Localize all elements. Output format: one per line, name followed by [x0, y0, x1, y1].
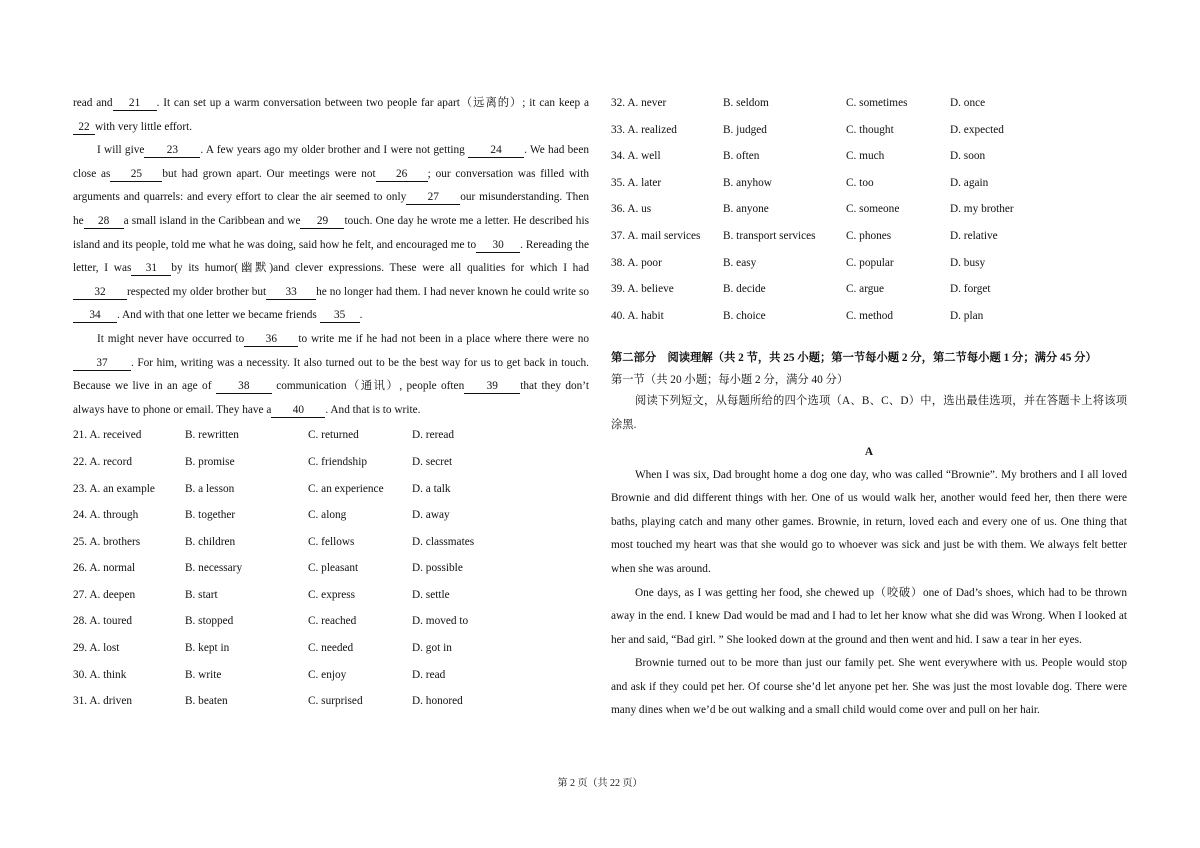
option-row-31: 31. A. driven B. beaten C. surprised D. honored	[73, 695, 463, 708]
blank-35[interactable]: 35	[320, 308, 360, 323]
blank-31[interactable]: 31	[131, 261, 171, 276]
option-row-25: 25. A. brothers B. children C. fellows D. classmates	[73, 535, 475, 548]
options-21-31	[73, 422, 589, 715]
option-row-22: 22. A. record B. promise C. friendship D. secret	[73, 455, 453, 468]
blank-30[interactable]: 30	[476, 238, 520, 253]
section-one-line: 第一节（共 20 小题；每小题 2 分，满分 40 分）	[611, 374, 849, 387]
option-row-26: 26. A. normal B. necessary C. pleasant D. possible	[73, 562, 463, 575]
page-footer: 第 2 页（共 22 页）	[557, 778, 643, 789]
option-row-23: 23. A. an example B. a lesson C. an experience D. a talk	[73, 482, 451, 495]
blank-32[interactable]: 32	[73, 285, 127, 300]
blank-22[interactable]: 22	[73, 120, 95, 135]
blank-39[interactable]: 39	[464, 379, 520, 394]
option-row-21: 21. A. received B. rewritten C. returned D. reread	[73, 429, 455, 442]
passage-paragraph-1: When I was six, Dad brought home a dog one day, who was called “Brownie”. My brothers and I all loved Brownie and did different things with her. One of us would walk her, another would feed her, then there were baths, playing catch and many other games. Brownie, in return, loved each and every one of us. One thing that most touched my heart was that she would go to whoever was sick and just be with them. We always felt better when she was around.	[611, 468, 1127, 575]
option-row-33: 33. A. realized B. judged C. thought D. expected	[611, 123, 1004, 136]
option-row-36: 36. A. us B. anyone C. someone D. my brother	[611, 203, 1014, 216]
blank-25[interactable]: 25	[110, 167, 162, 182]
blank-24[interactable]: 24	[468, 143, 524, 158]
blank-29[interactable]: 29	[300, 214, 344, 229]
right-column	[611, 92, 1127, 723]
option-row-37: 37. A. mail services B. transport services C. phones D. relative	[611, 229, 998, 242]
paragraph-1: read and 21 . It can set up a warm conversation between two people far apart（远离的）; it can keep a 22 with very little effort.	[73, 97, 589, 133]
blank-40[interactable]: 40	[271, 403, 325, 418]
passage-paragraph-3: Brownie turned out to be more than just our family pet. She went everywhere with us. People would stop and ask if they could pet her. Of course she’d let anyone pet her. She was just the most lovable dog. There were many dines when we’d be out walking and a small child would come over and pull on her hair.	[611, 657, 1127, 717]
option-row-35: 35. A. later B. anyhow C. too D. again	[611, 176, 989, 189]
blank-33[interactable]: 33	[266, 285, 316, 300]
option-row-32: 32. A. never B. seldom C. sometimes D. once	[611, 97, 986, 109]
option-row-28: 28. A. toured B. stopped C. reached D. moved to	[73, 615, 469, 628]
blank-34[interactable]: 34	[73, 308, 117, 323]
option-row-39: 39. A. believe B. decide C. argue D. forget	[611, 283, 991, 296]
blank-38[interactable]: 38	[216, 379, 272, 394]
option-row-24: 24. A. through B. together C. along D. away	[73, 509, 450, 522]
option-row-38: 38. A. poor B. easy C. popular D. busy	[611, 256, 986, 269]
blank-23[interactable]: 23	[144, 143, 200, 158]
blank-37[interactable]: 37	[73, 356, 131, 371]
blank-36[interactable]: 36	[244, 332, 298, 347]
left-column	[73, 92, 589, 715]
passage-paragraph-2: One days, as I was getting her food, she chewed up（咬破）one of Dad’s shoes, which had to be thrown away in the end. I knew Dad would be mad and I had to let her know what she did was Wrong. When I looked at her and said, “Bad girl. ” She looked down at the ground and then went and hid. I saw a tear in her eyes.	[611, 586, 1127, 646]
blank-26[interactable]: 26	[376, 167, 428, 182]
options-32-40	[611, 90, 1127, 329]
paragraph-2: I will give 23 . A few years ago my older brother and I were not getting 24 . We had been close as 25 but had grown apart. Our meetings were not 26 ; our conversation was filled with arguments and quarrels: and every effort to clear the air seemed to only 27 our misunderstanding. Then he 28 a small island in the Caribbean and we 29 touch. One day he wrote me a letter. He described his island and its people, told me what he was doing, said how he felt, and encouraged me to 30 . Rereading the letter, I was 31 by its humor(幽默)and clever expressions. These were all qualities for which I had32 respected my older brother but 33 he no longer had them. I had never known he could write so34 . And with that one letter we became friends 35 .	[73, 144, 589, 322]
option-row-34: 34. A. well B. often C. much D. soon	[611, 150, 986, 163]
option-row-27: 27. A. deepen B. start C. express D. settle	[73, 588, 450, 601]
passage-title: A	[864, 445, 874, 458]
part-two-heading: 第二部分 阅读理解（共 2 节，共 25 小题；第一节每小题 2 分，第二节每小题 1 分；满分 45 分）	[611, 352, 1097, 365]
instruction-text: 阅读下列短文，从每题所给的四个选项（A、B、C、D）中，选出最佳选项，并在答题卡上将该项涂黑.	[611, 395, 1127, 431]
option-row-29: 29. A. lost B. kept in C. needed D. got in	[73, 642, 452, 655]
option-row-40: 40. A. habit B. choice C. method D. plan	[611, 309, 984, 322]
blank-21[interactable]: 21	[113, 96, 157, 111]
blank-28[interactable]: 28	[84, 214, 124, 229]
blank-27[interactable]: 27	[406, 190, 460, 205]
option-row-30: 30. A. think B. write C. enjoy D. read	[73, 668, 446, 681]
paragraph-3: It might never have occurred to 36 to write me if he had not been in a place where there were no37 . For him, writing was a necessity. It also turned out to be the best way for us to get back in touch. Because we live in an age of 38 communication（通讯）, people often 39 that they don’t always have to phone or email. They have a 40 . And that is to write.	[73, 332, 589, 416]
